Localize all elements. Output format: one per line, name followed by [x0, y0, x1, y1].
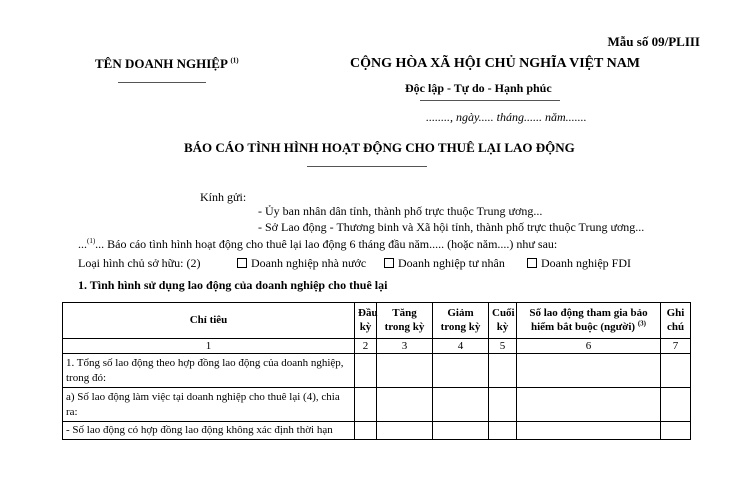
table-cell[interactable] — [355, 388, 377, 422]
column-number: 3 — [377, 339, 433, 354]
table-cell[interactable] — [433, 422, 489, 440]
table-cell[interactable] — [489, 388, 517, 422]
table-cell[interactable] — [489, 354, 517, 388]
intro-line — [78, 237, 557, 252]
ownership-option-fdi[interactable] — [527, 256, 631, 271]
company-name — [95, 56, 239, 72]
labor-table — [62, 302, 691, 440]
date-line: ........, ngày..... tháng...... năm....... — [426, 110, 587, 124]
table-number-row — [63, 339, 691, 354]
table-header-row — [63, 303, 691, 339]
ownership-option-private[interactable] — [384, 256, 505, 271]
row-label: - Số lao động có hợp đồng lao động không xác định thời hạn — [63, 422, 355, 440]
section-1-title: 1. Tình hình sử dụng lao động của doanh nghiệp cho thuê lại — [78, 278, 388, 292]
table-row — [63, 422, 691, 440]
company-note: (1) — [230, 56, 239, 65]
table-cell[interactable] — [517, 388, 661, 422]
nation-title: CỘNG HÒA XÃ HỘI CHỦ NGHĨA VIỆT NAM — [350, 56, 641, 71]
column-number: 5 — [489, 339, 517, 354]
table-cell[interactable] — [489, 422, 517, 440]
table-cell[interactable] — [433, 354, 489, 388]
checkbox-icon[interactable] — [384, 258, 394, 268]
table-cell[interactable] — [661, 388, 691, 422]
table-cell[interactable] — [661, 422, 691, 440]
table-header-cell: Ghi chú — [661, 303, 691, 339]
header-note: (3) — [637, 318, 646, 327]
table-header-cell: Đầu kỳ — [355, 303, 377, 339]
table-cell[interactable] — [517, 354, 661, 388]
ownership-option-label: Doanh nghiệp FDI — [541, 256, 631, 270]
table-cell[interactable] — [661, 354, 691, 388]
recipient-1: - Ủy ban nhân dân tỉnh, thành phố trực thuộc Trung ương... — [258, 204, 543, 218]
ownership-option-state[interactable] — [237, 256, 366, 271]
intro-text: ... Báo cáo tình hình hoạt động cho thuê lại lao động 6 tháng đầu năm..... (hoặc năm....) như sau: — [95, 237, 558, 251]
column-number: 4 — [433, 339, 489, 354]
company-name-text: TÊN DOANH NGHIỆP — [95, 56, 228, 71]
table-cell[interactable] — [377, 354, 433, 388]
ownership-label: Loại hình chủ sở hữu: (2) — [78, 256, 201, 270]
report-title: BÁO CÁO TÌNH HÌNH HOẠT ĐỘNG CHO THUÊ LẠI LAO ĐỘNG — [184, 140, 575, 155]
row-label: 1. Tổng số lao động theo hợp đồng lao động của doanh nghiệp, trong đó: — [63, 354, 355, 388]
table-row — [63, 354, 691, 388]
intro-lead: ... — [78, 237, 87, 251]
table-cell[interactable] — [355, 422, 377, 440]
table-cell[interactable] — [517, 422, 661, 440]
row-label: a) Số lao động làm việc tại doanh nghiệp cho thuê lại (4), chia ra: — [63, 388, 355, 422]
table-cell[interactable] — [377, 422, 433, 440]
motto-underline — [420, 100, 560, 101]
checkbox-icon[interactable] — [237, 258, 247, 268]
form-number: Mẫu số 09/PLIII — [607, 34, 700, 49]
title-underline — [307, 166, 427, 167]
company-underline — [118, 82, 206, 83]
checkbox-icon[interactable] — [527, 258, 537, 268]
column-number: 2 — [355, 339, 377, 354]
table-header-cell — [517, 303, 661, 339]
column-number: 6 — [517, 339, 661, 354]
ownership-option-label: Doanh nghiệp nhà nước — [251, 256, 367, 270]
table-header-cell: Cuối kỳ — [489, 303, 517, 339]
table-header-cell: Tăng trong kỳ — [377, 303, 433, 339]
table-row — [63, 388, 691, 422]
header-insurance-text: Số lao động tham gia bảo hiểm bắt buộc (người) — [529, 306, 648, 333]
column-number: 1 — [63, 339, 355, 354]
kinh-gui-label: Kính gửi: — [200, 190, 247, 204]
recipient-2: - Sở Lao động - Thương binh và Xã hội tỉnh, thành phố trực thuộc Trung ương... — [258, 220, 645, 234]
table-header-cell: Giảm trong kỳ — [433, 303, 489, 339]
column-number: 7 — [661, 339, 691, 354]
ownership-option-label: Doanh nghiệp tư nhân — [398, 256, 505, 270]
table-cell[interactable] — [377, 388, 433, 422]
table-header-cell: Chỉ tiêu — [63, 303, 355, 339]
table-cell[interactable] — [433, 388, 489, 422]
intro-note: (1) — [87, 237, 96, 245]
table-cell[interactable] — [355, 354, 377, 388]
motto: Độc lập - Tự do - Hạnh phúc — [405, 81, 552, 95]
